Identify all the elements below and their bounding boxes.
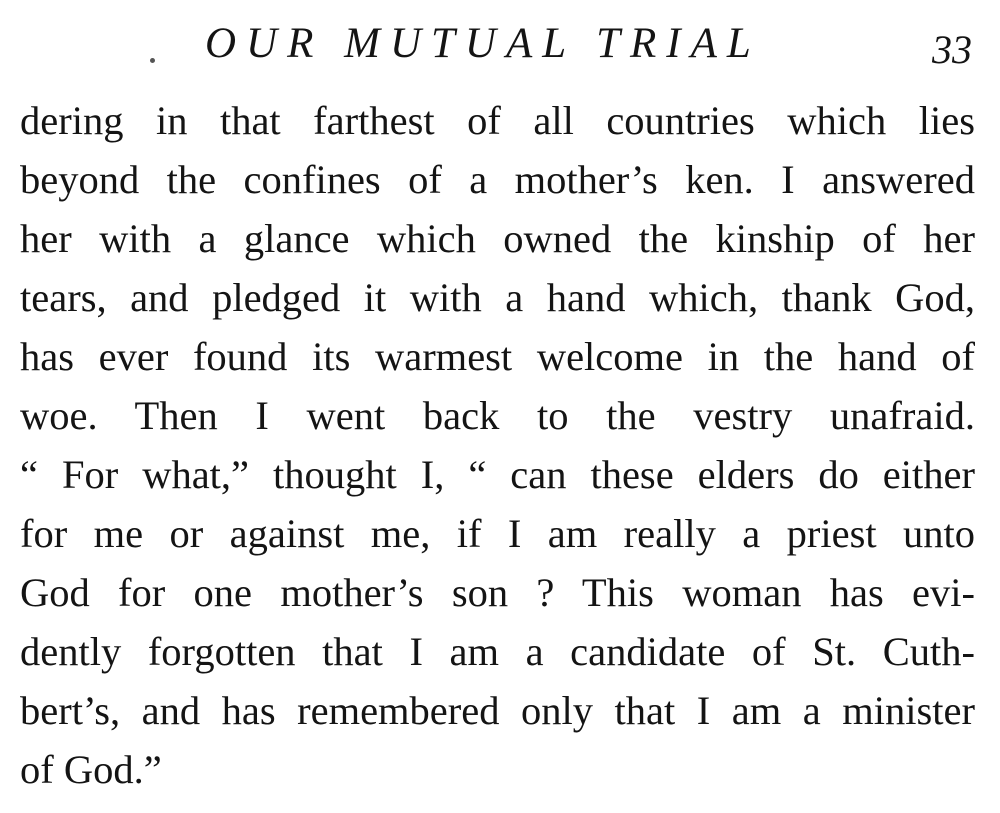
text-line: for me or against me, if I am really a priest unto [20,511,975,556]
text-line-last: of God.” [20,747,162,792]
print-speck [150,58,155,63]
body-paragraph [20,91,975,799]
text-line: has ever found its warmest welcome in the hand of [20,334,975,379]
text-line: beyond the confines of a mother’s ken. I answered [20,157,975,202]
text-line: “ For what,” thought I, “ can these elders do either [20,452,975,497]
text-line: dering in that farthest of all countries which lies [20,98,975,143]
text-line: bert’s, and has remembered only that I am a minister [20,688,975,733]
text-line: woe. Then I went back to the vestry unafraid. [20,393,975,438]
running-title: OUR MUTUAL TRIAL [205,20,761,67]
running-head [0,14,1000,74]
page-number: 33 [932,27,972,72]
text-line: tears, and pledged it with a hand which, thank God, [20,275,975,320]
text-line: her with a glance which owned the kinship of her [20,216,975,261]
text-line: God for one mother’s son ? This woman has evi- [20,570,975,615]
text-line: dently forgotten that I am a candidate of St. Cuth- [20,629,975,674]
